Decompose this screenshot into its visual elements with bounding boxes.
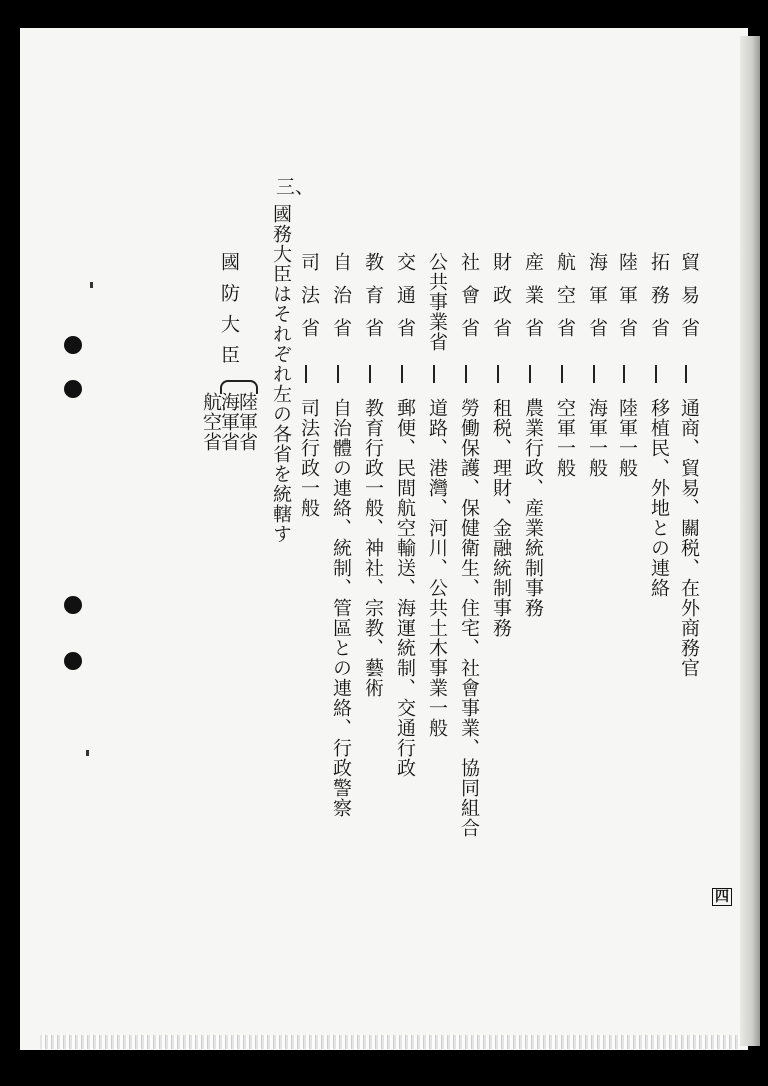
- ministry-name: 海軍省: [586, 252, 608, 351]
- dash-separator: [655, 365, 657, 383]
- ministry-name: 産業省: [522, 252, 544, 351]
- page-edge: [740, 36, 760, 1046]
- ministry-name: 社會省: [458, 252, 480, 351]
- ministry-name: 公共事業省: [426, 252, 448, 352]
- defense-ministry: 海軍省: [218, 392, 240, 452]
- ministry-duty: 農業行政、産業統制事務: [522, 398, 544, 618]
- ministry-name: 交通省: [394, 252, 416, 351]
- ministry-duty: 移植民、外地との連絡: [648, 398, 670, 598]
- ministry-name: 教育省: [362, 252, 384, 351]
- defense-ministry: 航空省: [200, 392, 222, 452]
- page-number: 四: [712, 888, 732, 906]
- scan-speck: [86, 750, 89, 756]
- dash-separator: [305, 365, 307, 383]
- dash-separator: [433, 365, 435, 383]
- ministry-duty: 陸軍一般: [616, 398, 638, 478]
- ministry-name: 拓務省: [648, 252, 670, 351]
- section-number: 三、: [276, 176, 315, 198]
- defense-ministry: 陸軍省: [236, 392, 258, 452]
- ministry-duty: 海軍一般: [586, 398, 608, 478]
- ministry-duty: 郵便、民間航空輸送、海運統制、交通行政: [394, 398, 416, 778]
- binding-hole-icon: [64, 596, 82, 614]
- ministry-duty: 通商、貿易、關税、在外商務官: [678, 398, 700, 678]
- ministry-name: 航空省: [554, 252, 576, 351]
- binding-hole-icon: [64, 336, 82, 354]
- dash-separator: [465, 365, 467, 383]
- section-heading: 國務大臣はそれぞれ左の各省を統轄す: [270, 204, 292, 544]
- dash-separator: [561, 365, 563, 383]
- ministry-duty: 自治體の連絡、統制、管區との連絡、行政警察: [330, 398, 352, 818]
- ministry-duty: 空軍一般: [554, 398, 576, 478]
- dash-separator: [623, 365, 625, 383]
- ministry-name: 財政省: [490, 252, 512, 351]
- defense-minister-title: 國防大臣: [218, 252, 240, 376]
- binding-hole-icon: [64, 380, 82, 398]
- dash-separator: [401, 365, 403, 383]
- dash-separator: [337, 365, 339, 383]
- dash-separator: [369, 365, 371, 383]
- dash-separator: [497, 365, 499, 383]
- ministry-name: 陸軍省: [616, 252, 638, 351]
- ministry-name: 司法省: [298, 252, 320, 351]
- ministry-duty: 租税、理財、金融統制事務: [490, 398, 512, 638]
- ministry-duty: 教育行政一般、神社、宗教、藝術: [362, 398, 384, 698]
- dash-separator: [529, 365, 531, 383]
- ministry-name: 自治省: [330, 252, 352, 351]
- dash-separator: [685, 365, 687, 383]
- scan-speck: [90, 282, 93, 288]
- dash-separator: [593, 365, 595, 383]
- ministry-name: 貿易省: [678, 252, 700, 351]
- binding-hole-icon: [64, 652, 82, 670]
- ministry-duty: 勞働保護、保健衛生、住宅、社會事業、協同組合: [458, 398, 480, 838]
- scan-noise: [40, 1035, 740, 1049]
- ministry-duty: 司法行政一般: [298, 398, 320, 518]
- ministry-duty: 道路、港灣、河川、公共土木事業一般: [426, 398, 448, 738]
